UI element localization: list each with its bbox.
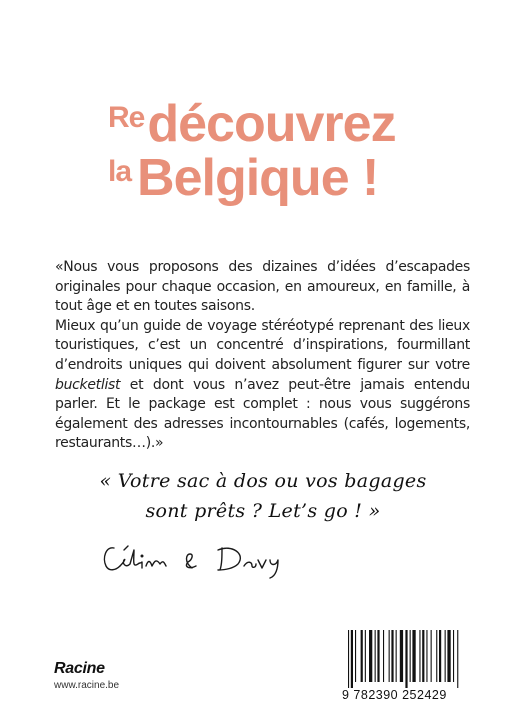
isbn-barcode	[340, 630, 498, 710]
title-line-2	[108, 149, 396, 207]
blurb-paragraph-2-start: Mieux qu’un guide de voyage stéréotypé reprenant des lieux touristiques, c’est un concentré d’inspirations, fourmillant d’endroits uniques qui doivent absolument figurer sur votre	[55, 317, 470, 373]
quote-line-1: « Votre sac à dos ou vos bagages	[99, 470, 427, 492]
blurb-text	[55, 258, 470, 454]
blurb-paragraph-1: «Nous vous proposons des dizaines d’idées d’escapades originales pour chaque occasion, en amoureux, en famille, à tout âge et en toutes saisons.	[55, 259, 470, 315]
title-prefix-re: Re	[108, 101, 145, 134]
blurb-paragraph-2	[55, 317, 470, 454]
title-word-decouvrez: découvrez	[147, 95, 396, 153]
quote-line-2: sont prêts ? Let’s go ! »	[145, 500, 381, 522]
blurb-emphasis-bucketlist: bucketlist	[55, 376, 121, 393]
title-line-1	[108, 95, 396, 153]
handwritten-quote	[68, 466, 458, 526]
title-prefix-la: la	[108, 155, 132, 188]
publisher-name: Racine	[54, 660, 105, 677]
cover-title	[108, 95, 396, 207]
publisher-website: www.racine.be	[54, 680, 120, 691]
barcode-bars	[346, 630, 496, 688]
blurb-paragraph-2-end: et dont vous n’avez peut-être jamais entendu parler. Et le package est complet : nous vous suggérons également des adresses incontournables (cafés, logements, restaurants…).»	[55, 376, 470, 452]
signature-celine-davy	[100, 540, 310, 580]
barcode-number: 9 782390 252429	[342, 688, 447, 702]
title-word-belgique: Belgique !	[137, 149, 379, 207]
